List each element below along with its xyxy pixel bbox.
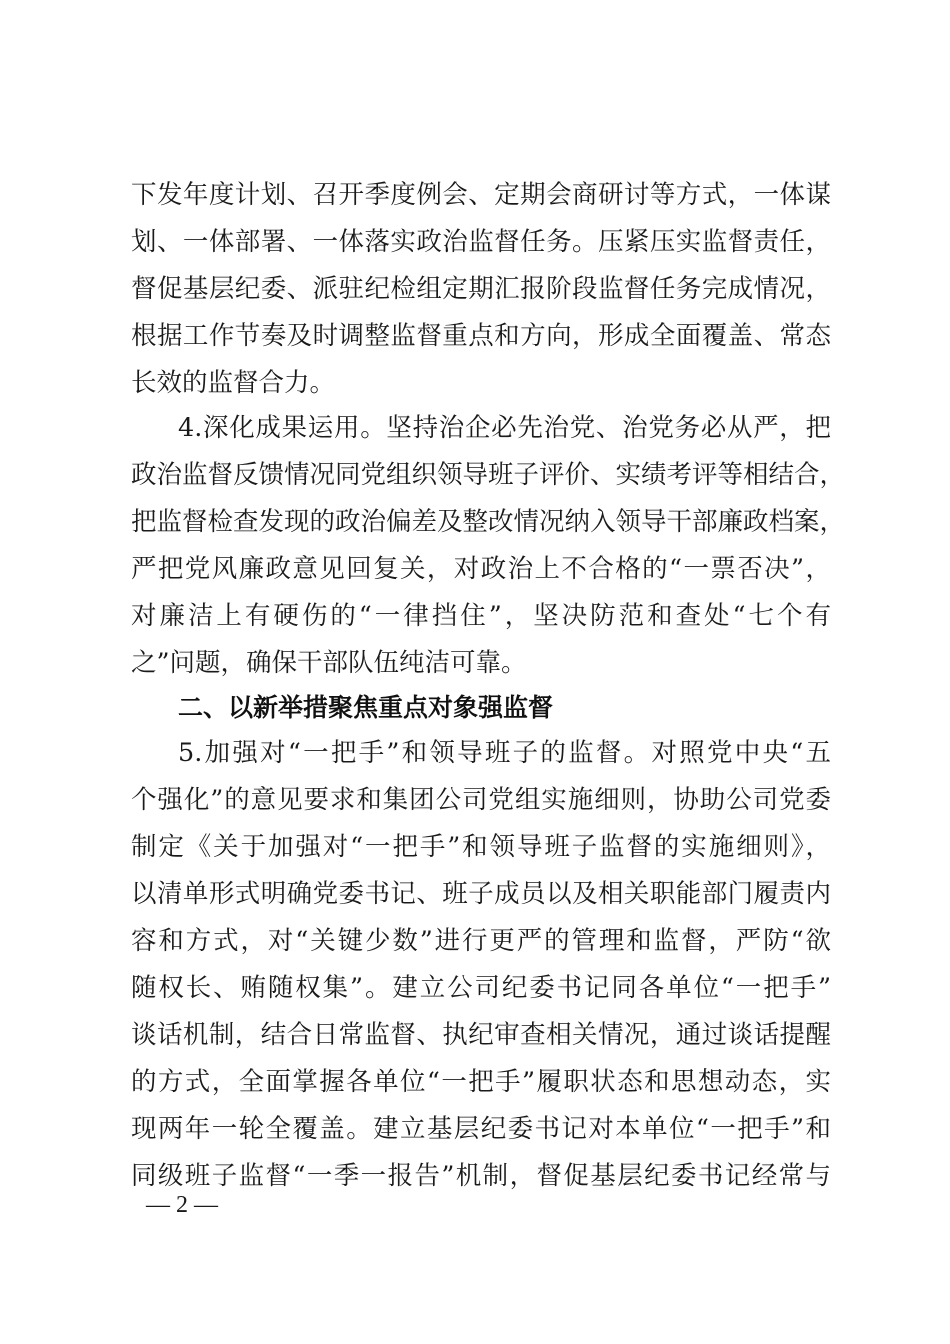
section-heading: 二、以新举措聚焦重点对象强监督 — [178, 693, 554, 722]
paragraph-line: 对廉洁上有硬伤的“一律挡住”，坚决防范和查处“七个有 — [131, 601, 831, 631]
paragraph-line: 以清单形式明确党委书记、班子成员以及相关职能部门履责内 — [131, 879, 831, 909]
paragraph-line: 容和方式，对“关键少数”进行更严的管理和监督，严防“欲 — [131, 926, 831, 956]
paragraph-line: 随权长、贿随权集”。建立公司纪委书记同各单位“一把手” — [131, 973, 831, 1003]
paragraph-line: 现两年一轮全覆盖。建立基层纪委书记对本单位“一把手”和 — [131, 1114, 831, 1144]
paragraph-line: 下发年度计划、召开季度例会、定期会商研讨等方式，一体谋 — [131, 180, 831, 210]
paragraph-line: 严把党风廉政意见回复关，对政治上不合格的“一票否决”， — [131, 554, 831, 584]
paragraph-line: 同级班子监督“一季一报告”机制，督促基层纪委书记经常与 — [131, 1161, 831, 1191]
paragraph-line: 划、一体部署、一体落实政治监督任务。压紧压实监督责任， — [131, 227, 831, 257]
paragraph-line: 个强化”的意见要求和集团公司党组实施细则，协助公司党委 — [131, 785, 831, 815]
paragraph-line: 制定《关于加强对“一把手”和领导班子监督的实施细则》， — [131, 832, 831, 862]
paragraph-line: 把监督检查发现的政治偏差及整改情况纳入领导干部廉政档案， — [131, 507, 846, 537]
paragraph-line: 政治监督反馈情况同党组织领导班子评价、实绩考评等相结合， — [131, 460, 846, 490]
paragraph-line: 之”问题，确保干部队伍纯洁可靠。 — [131, 648, 527, 678]
paragraph-line: 长效的监督合力。 — [131, 368, 336, 398]
paragraph-line: 根据工作节奏及时调整监督重点和方向，形成全面覆盖、常态 — [131, 321, 831, 351]
paragraph-line: 5.加强对“一把手”和领导班子的监督。对照党中央“五 — [178, 738, 831, 768]
paragraph-line: 的方式，全面掌握各单位“一把手”履职状态和思想动态，实 — [131, 1067, 831, 1097]
paragraph-line: 谈话机制，结合日常监督、执纪审查相关情况，通过谈话提醒 — [131, 1020, 831, 1050]
page-number: — 2 — — [146, 1192, 218, 1218]
paragraph-line: 4.深化成果运用。坚持治企必先治党、治党务必从严，把 — [178, 413, 831, 443]
paragraph-line: 督促基层纪委、派驻纪检组定期汇报阶段监督任务完成情况， — [131, 274, 831, 304]
